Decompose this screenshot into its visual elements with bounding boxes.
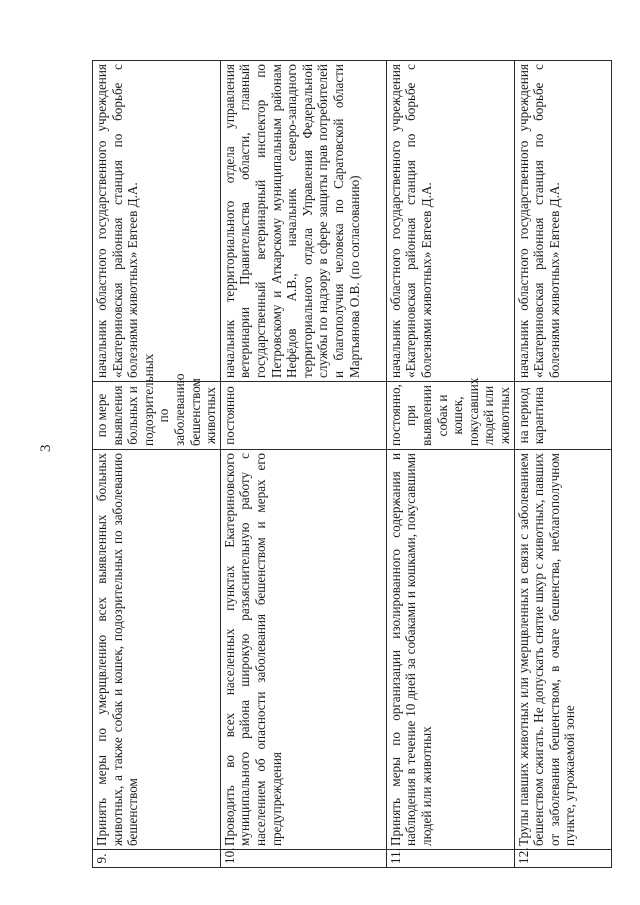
measure-text: Проводить во всех населенных пунктах Екатериновского муниципального района широкую разъяснительную работу с населением об опасности заболевания бешенством и мерах его предупреждения — [220, 450, 386, 850]
responsible-text: начальник областного государственного учреждения «Екатериновская районная станция по борьбе с болезнями животных» Евтеев Д.А. — [93, 61, 221, 382]
row-number: 10. — [220, 850, 386, 868]
measure-text: Принять меры по умерщвлению всех выявленных больных животных, а также собак и кошек, подозрительных по заболеванию бешенством — [93, 450, 221, 850]
responsible-text: начальник областного государственного учреждения «Екатериновская районная станция по борьбе с болезнями животных» Евтеев Д.А. — [386, 61, 514, 382]
rotated-table-wrapper — [92, 60, 612, 868]
measure-text: Трупы павших животных или умерщвленных в связи с заболеванием бешенством сжигать. Не допускать снятие шкур с животных, павших от заболевания бешенством, в очаге бешенства, неблагополучном пункте, угрожаемой зоне — [514, 450, 612, 850]
row-number: 11. — [386, 850, 514, 868]
term-text: по мере выявления больных и подозрительных по заболеванию бешенством животных — [93, 382, 221, 450]
measures-table — [92, 60, 612, 868]
table-row — [93, 61, 221, 868]
measure-text: Принять меры по организации изолированного содержания и наблюдения в течение 10 дней за собаками и кошками, покусавшими людей или животных — [386, 450, 514, 850]
table-row — [386, 61, 514, 868]
row-number: 12. — [514, 850, 612, 868]
responsible-text: начальник областного государственного учреждения «Екатериновская районная станция по борьбе с болезнями животных» Евтеев Д.А. — [514, 61, 612, 382]
term-text: постоянно — [220, 382, 386, 450]
row-number: 9. — [93, 850, 221, 868]
term-text: на период карантина — [514, 382, 612, 450]
term-text: постоянно, при выявлении собак и кошек, покусавших людей или животных — [386, 382, 514, 450]
page-number: 3 — [38, 444, 54, 452]
table-row — [514, 61, 612, 868]
table-row — [220, 61, 386, 868]
responsible-text: начальник территориального отдела управления ветеринарии Правительства области, главный государственный ветеринарный инспектор по Петровскому и Аткарскому муниципальным районам Нефёдов А.В., начальник северо-западного территориального отдела Управления Федеральной службы по надзору в сфере защиты прав потребителей и благополучия человека по Саратовской области Мартьянова О.В. (по согласованию) — [220, 61, 386, 382]
